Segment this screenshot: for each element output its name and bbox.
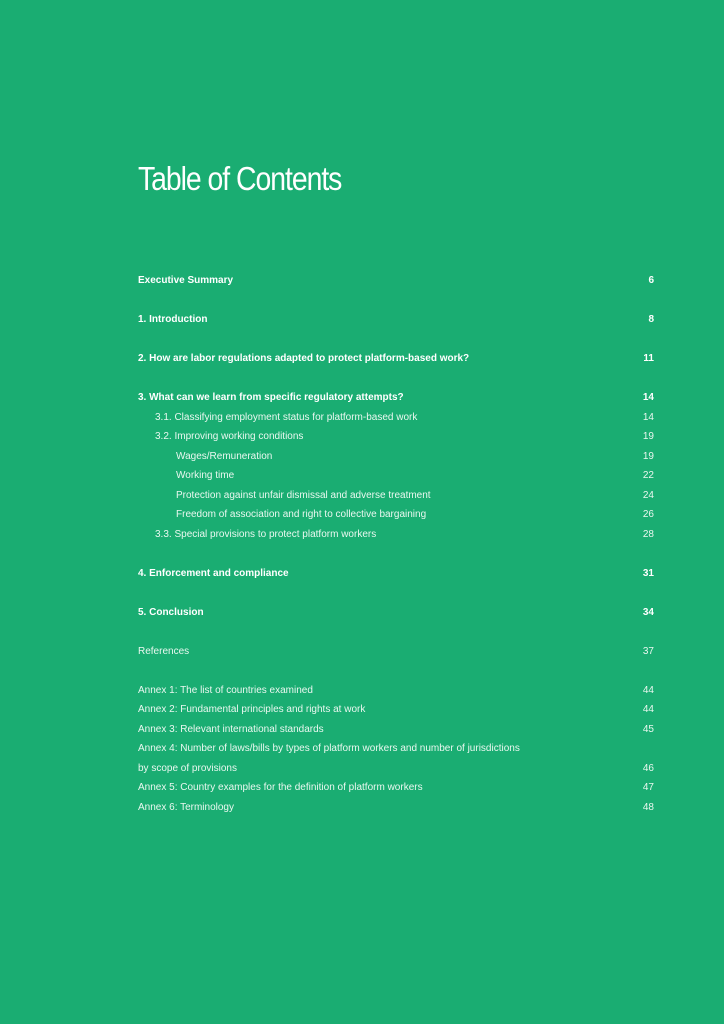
- toc-entry-section-5[interactable]: [138, 603, 656, 623]
- toc-entry-annex-2[interactable]: [138, 700, 656, 720]
- toc-entry-references[interactable]: [138, 642, 656, 662]
- toc-entry-label: 2. How are labor regulations adapted to protect platform-based work?: [138, 353, 470, 364]
- toc-entry-label: Annex 2: Fundamental principles and rights at work: [138, 704, 366, 715]
- toc-entry-page: 44: [642, 684, 654, 696]
- toc-entry-label: Wages/Remuneration: [176, 450, 273, 462]
- toc-entry-page: 24: [642, 489, 654, 501]
- toc-entry-page: 47: [642, 782, 654, 793]
- toc-entry-section-3-2[interactable]: [138, 427, 656, 447]
- toc-entry-introduction[interactable]: [138, 310, 656, 330]
- toc-entry-section-3-1[interactable]: [138, 408, 656, 428]
- toc-entry-label: 3.2. Improving working conditions: [155, 431, 304, 442]
- toc-entry-unfair-dismissal[interactable]: [138, 486, 656, 506]
- toc-entry-page: 14: [642, 411, 654, 423]
- toc-entry-page: 6: [648, 275, 654, 286]
- table-of-contents: [138, 271, 656, 817]
- toc-entry-page: 19: [642, 450, 654, 462]
- toc-entry-section-3[interactable]: [138, 388, 656, 408]
- toc-entry-label: Annex 6: Terminology: [138, 801, 234, 813]
- toc-entry-label: Freedom of association and right to collective bargaining: [176, 509, 427, 520]
- toc-entry-label: References: [138, 645, 190, 657]
- toc-entry-label: Annex 3: Relevant international standards: [138, 723, 324, 735]
- toc-entry-label: 3.1. Classifying employment status for platform-based work: [155, 411, 418, 423]
- toc-entry-annex-6[interactable]: [138, 798, 656, 818]
- toc-entry-page: 34: [642, 606, 654, 618]
- toc-entry-label: 4. Enforcement and compliance: [138, 567, 289, 579]
- toc-entry-annex-3[interactable]: [138, 720, 656, 740]
- toc-entry-annex-1[interactable]: [138, 681, 656, 701]
- toc-entry-page: 44: [642, 704, 654, 715]
- toc-entry-label: Annex 4: Number of laws/bills by types of platform workers and number of jurisdictions: [138, 743, 520, 754]
- toc-entry-label: Executive Summary: [138, 275, 234, 286]
- toc-entry-label: 3. What can we learn from specific regulatory attempts?: [138, 392, 404, 403]
- toc-entry-wages[interactable]: [138, 447, 656, 467]
- toc-entry-section-2[interactable]: [138, 349, 656, 369]
- toc-entry-page: 14: [642, 392, 654, 403]
- toc-entry-annex-4[interactable]: [138, 739, 656, 759]
- toc-entry-page: 26: [642, 509, 654, 520]
- toc-entry-page: 11: [643, 353, 654, 364]
- toc-entry-executive-summary[interactable]: [138, 271, 656, 291]
- page-title: Table of Contents: [138, 160, 342, 197]
- toc-entry-label: 5. Conclusion: [138, 606, 204, 618]
- toc-entry-page: 22: [642, 470, 654, 481]
- toc-entry-label: 3.3. Special provisions to protect platform workers: [155, 528, 377, 540]
- toc-entry-label: by scope of provisions: [138, 762, 237, 774]
- toc-entry-page: 37: [642, 645, 654, 657]
- toc-entry-annex-4-continued[interactable]: [138, 759, 656, 779]
- toc-entry-label: Protection against unfair dismissal and adverse treatment: [176, 489, 431, 501]
- toc-entry-working-time[interactable]: [138, 466, 656, 486]
- toc-entry-page: 48: [642, 801, 654, 813]
- toc-entry-page: 46: [642, 762, 654, 774]
- toc-entry-annex-5[interactable]: [138, 778, 656, 798]
- toc-entry-section-3-3[interactable]: [138, 525, 656, 545]
- toc-entry-label: 1. Introduction: [138, 314, 208, 325]
- toc-entry-page: 31: [642, 567, 654, 579]
- toc-entry-section-4[interactable]: [138, 564, 656, 584]
- toc-entry-label: Working time: [176, 470, 235, 481]
- toc-entry-label: Annex 5: Country examples for the definition of platform workers: [138, 782, 423, 793]
- toc-entry-page: 45: [642, 723, 654, 735]
- toc-entry-page: 19: [642, 431, 654, 442]
- toc-entry-page: 28: [642, 528, 654, 540]
- toc-entry-freedom-of-association[interactable]: [138, 505, 656, 525]
- toc-entry-label: Annex 1: The list of countries examined: [138, 684, 313, 696]
- toc-entry-page: 8: [648, 314, 654, 325]
